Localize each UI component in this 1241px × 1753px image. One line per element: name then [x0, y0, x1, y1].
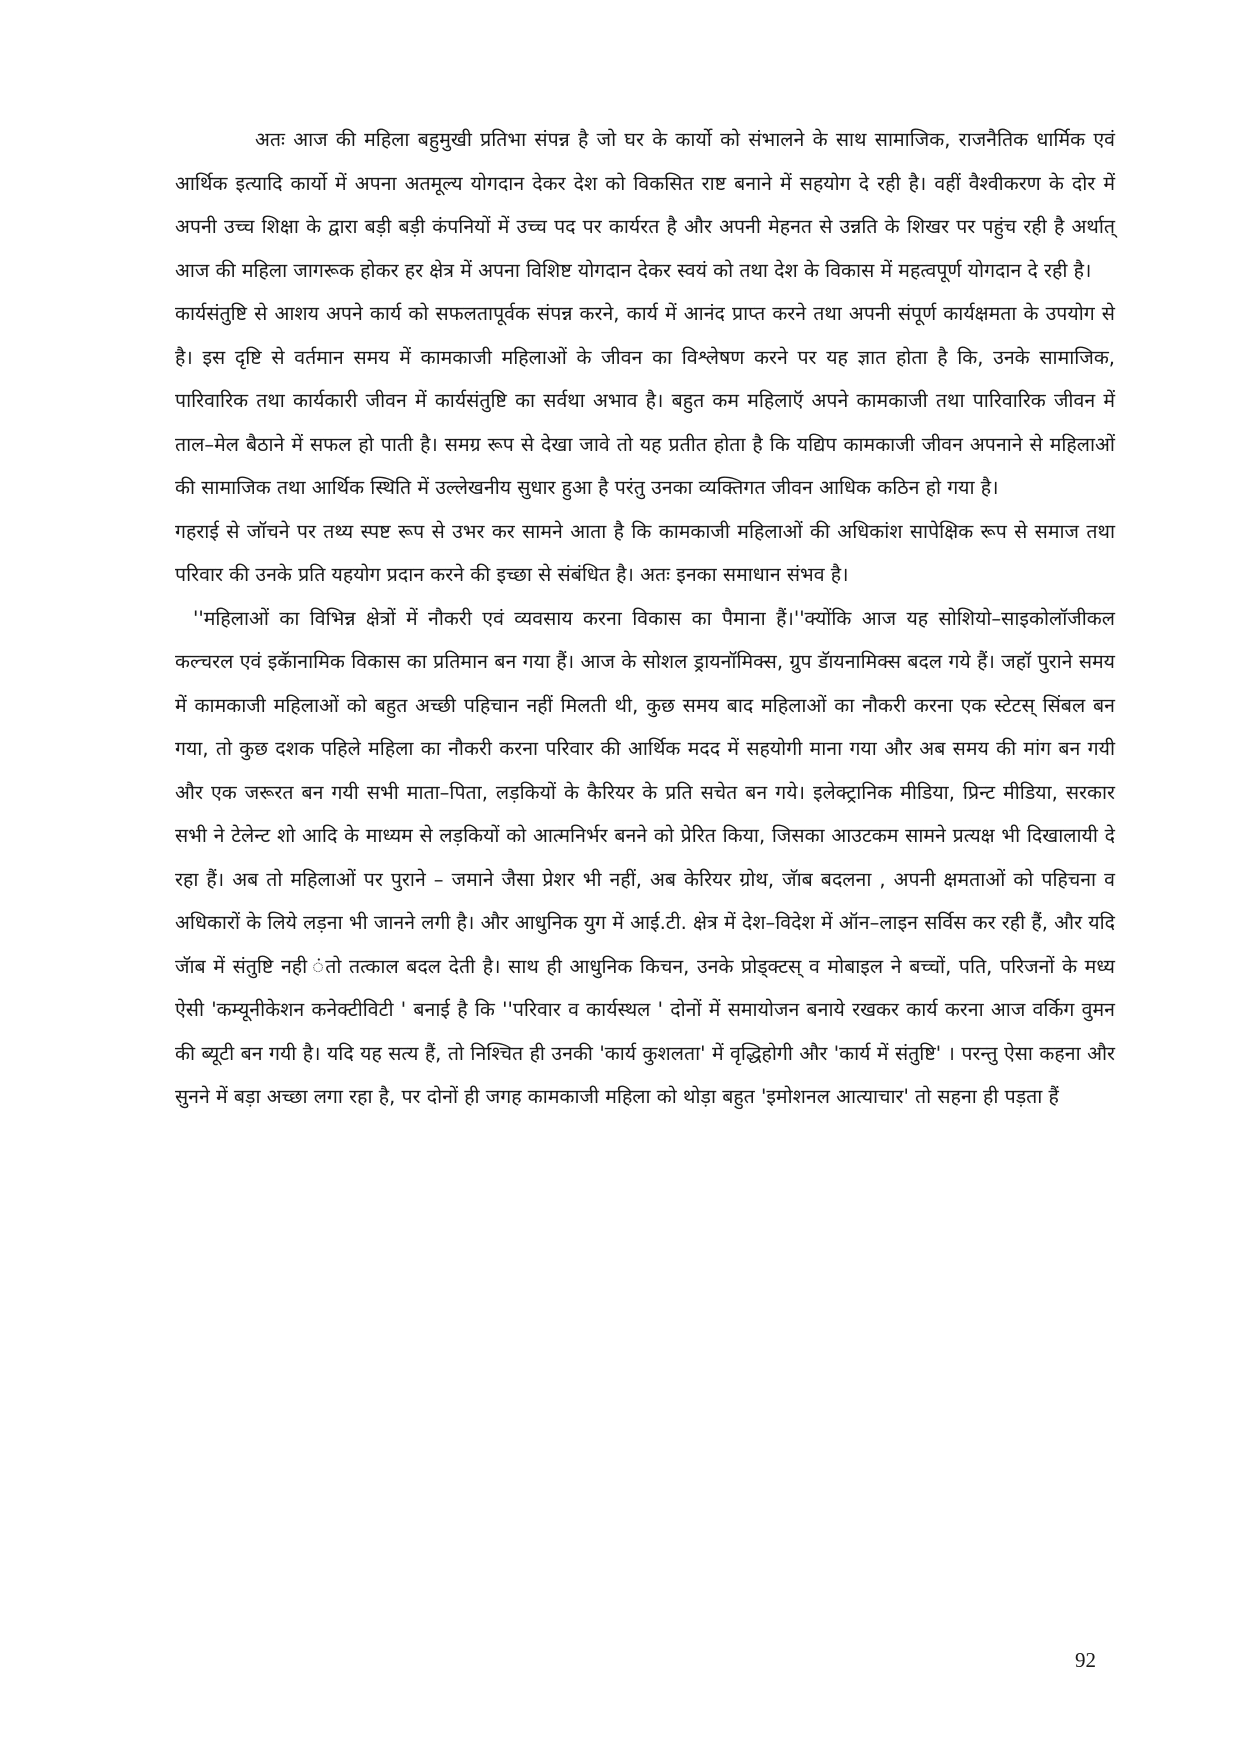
paragraph-3: गहराई से जॉचने पर तथ्य स्पष्ट रूप से उभर कर सामने आता है कि कामकाजी महिलाओं की अधिकांश सापेक्षिक रूप से समाज तथा परिवार की उनके प्रति यहयोग प्रदान करने की इच्छा से संबंधित है। अतः इनका समाधान संभव है। [175, 519, 1115, 586]
document-body [175, 118, 1115, 1119]
paragraph-4: ''महिलाओं का विभिन्न क्षेत्रों में नौकरी एवं व्यवसाय करना विकास का पैमाना हैं।''क्योंकि आज यह सोशियो–साइकोलॉजीकल कल्चरल एवं इकॅानामिक विकास का प्रतिमान बन गया हैं। आज के सोशल ड्रायनॉमिक्स, ग्रुप डॅायनामिक्स बदल गये हैं। जहॉ पुराने समय में कामकाजी महिलाओं को बहुत अच्छी पहिचान नहीं मिलती थी, कुछ समय बाद महिलाओं का नौकरी करना एक स्टेटस् सिंबल बन गया, तो कुछ दशक पहिले महिला का नौकरी करना परिवार की आर्थिक मदद में सहयोगी माना गया और अब समय की मांग बन गयी और एक जरूरत बन गयी सभी माता–पिता, लड़कियों के कैरियर के प्रति सचेत बन गये। इलेक्ट्रानिक मीडिया, प्रिन्ट मीडिया, सरकार सभी ने टेलेन्ट शो आदि के माध्यम से लड़कियों को आत्मनिर्भर बनने को प्रेरित किया, जिसका आउटकम सामने प्रत्यक्ष भी दिखालायी दे रहा हैं। अब तो महिलाओं पर पुराने – जमाने जैसा प्रेशर भी नहीं, अब केरियर ग्रोथ, जॅाब बदलना , अपनी क्षमताओं को पहिचना व अधिकारों के लिये लड़ना भी जानने लगी है। और आधुनिक युग में आई.टी. क्षेत्र में देश–विदेश में ऑन–लाइन सर्विस कर रही हैं, और यदि जॅाब में संतुष्टि नही ंतो तत्काल बदल देती है। साथ ही आधुनिक किचन, उनके प्रोड्क्टस् व मोबाइल ने बच्चों, पति, परिजनों के मध्य ऐसी 'कम्यूनीकेशन कनेक्टीविटी ' बनाई है कि ''परिवार व कार्यस्थल ' दोनों में समायोजन बनाये रखकर कार्य करना आज वर्किग वुमन की ब्यूटी बन गयी है। यदि यह सत्य हैं, तो निश्चित ही उनकी 'कार्य कुशलता' में वृद्धिहोगी और 'कार्य में संतुष्टि' । परन्तु ऐसा कहना और सुनने में बड़ा अच्छा लगा रहा है, पर दोनों ही जगह कामकाजी महिला को थोड़ा बहुत 'इमोशनल आत्याचार' तो सहना ही पड़ता हैं [175, 606, 1115, 1108]
page-number: 92 [1075, 1648, 1096, 1672]
paragraph-1: अतः आज की महिला बहुमुखी प्रतिभा संपन्न है जो घर के कार्यो को संभालने के साथ सामाजिक, राजनैतिक धार्मिक एवं आर्थिक इत्यादि कार्यो में अपना अतमूल्य योगदान देकर देश को विकसित राष्ट बनाने में सहयोग दे रही है। वहीं वैश्वीकरण के दोर में अपनी उच्च शिक्षा के द्वारा बड़ी बड़ी कंपनियों में उच्च पद पर कार्यरत है और अपनी मेहनत से उन्नति के शिखर पर पहुंच रही है अर्थात् आज की महिला जागरूक होकर हर क्षेत्र में अपना विशिष्ट योगदान देकर स्वयं को तथा देश के विकास में महत्वपूर्ण योगदान दे रही है। [175, 128, 1115, 282]
paragraph-2: कार्यसंतुष्टि से आशय अपने कार्य को सफलतापूर्वक संपन्न करने, कार्य में आनंद प्राप्त करने तथा अपनी संपूर्ण कार्यक्षमता के उपयोग से है। इस दृष्टि से वर्तमान समय में कामकाजी महिलाओं के जीवन का विश्लेषण करने पर यह ज्ञात होता है कि, उनके सामाजिक, पारिवारिक तथा कार्यकारी जीवन में कार्यसंतुष्टि का सर्वथा अभाव है। बहुत कम महिलाऍ अपने कामकाजी तथा पारिवारिक जीवन में ताल–मेल बैठाने में सफल हो पाती है। समग्र रूप से देखा जावे तो यह प्रतीत होता है कि यद्यिप कामकाजी जीवन अपनाने से महिलाओं की सामाजिक तथा आर्थिक स्थिति में उल्लेखनीय सुधार हुआ है परंतु उनका व्यक्तिगत जीवन आधिक कठिन हो गया है। [175, 302, 1115, 499]
